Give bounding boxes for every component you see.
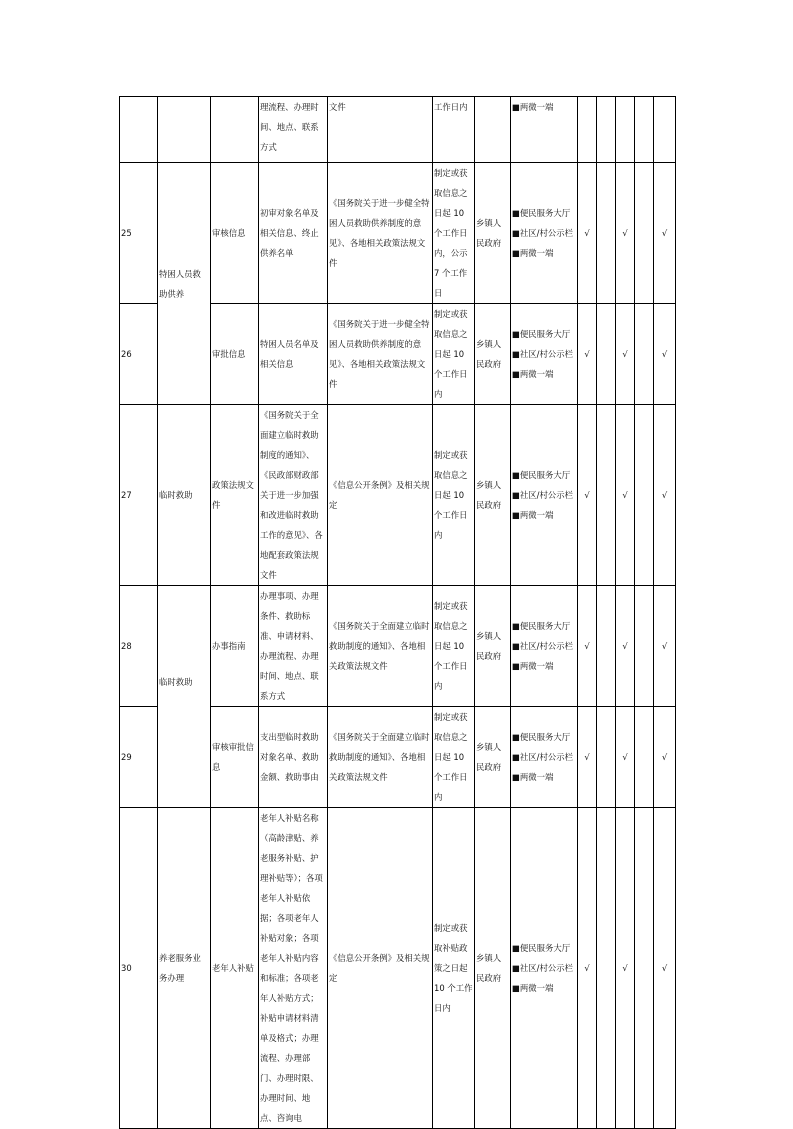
cell-time: 制定或获取信息之日起 10 个工作日内，公示 7 个工作日 bbox=[433, 163, 475, 304]
cell-check-1: √ bbox=[578, 707, 597, 808]
cell-check-4 bbox=[635, 97, 654, 163]
cell-basis: 《国务院关于全面建立临时救助制度的通知》、各地相关政策法规文件 bbox=[328, 586, 433, 707]
cell-subject: 乡镇人民政府 bbox=[475, 163, 511, 304]
cell-check-1: √ bbox=[578, 163, 597, 304]
cell-no: 25 bbox=[120, 163, 158, 304]
cell-channel: ■便民服务大厅■社区/村公示栏■两微一端 bbox=[511, 808, 578, 1129]
cell-check-2 bbox=[597, 163, 616, 304]
cell-content: 办理事项、办理条件、救助标准、申请材料、办理流程、办理时间、地点、联系方式 bbox=[259, 586, 328, 707]
cell-item: 养老服务业务办理 bbox=[158, 808, 211, 1129]
cell-no: 29 bbox=[120, 707, 158, 808]
cell-check-2 bbox=[597, 97, 616, 163]
cell-no: 28 bbox=[120, 586, 158, 707]
cell-channel: ■便民服务大厅■社区/村公示栏■两微一端 bbox=[511, 304, 578, 405]
cell-no bbox=[120, 97, 158, 163]
cell-check-5: √ bbox=[654, 304, 676, 405]
cell-channel: ■便民服务大厅■社区/村公示栏■两微一端 bbox=[511, 707, 578, 808]
cell-check-5: √ bbox=[654, 707, 676, 808]
cell-channel: ■便民服务大厅■社区/村公示栏■两微一端 bbox=[511, 163, 578, 304]
cell-basis: 《国务院关于全面建立临时救助制度的通知》、各地相关政策法规文件 bbox=[328, 707, 433, 808]
cell-time: 制定或获取信息之日起 10 个工作日内 bbox=[433, 586, 475, 707]
cell-check-3 bbox=[616, 97, 635, 163]
cell-channel: ■两微一端 bbox=[511, 97, 578, 163]
cell-channel: ■便民服务大厅■社区/村公示栏■两微一端 bbox=[511, 586, 578, 707]
cell-check-3: √ bbox=[616, 405, 635, 586]
cell-content: 《国务院关于全面建立临时救助制度的通知》、《民政部财政部关于进一步加强和改进临时救助工作的意见》、各地配套政策法规文件 bbox=[259, 405, 328, 586]
cell-check-4 bbox=[635, 405, 654, 586]
cell-sub: 审核审批信息 bbox=[211, 707, 259, 808]
cell-check-2 bbox=[597, 586, 616, 707]
cell-check-3: √ bbox=[616, 163, 635, 304]
cell-time: 制定或获取信息之日起 10 个工作日内 bbox=[433, 707, 475, 808]
cell-item bbox=[158, 97, 211, 163]
cell-check-5: √ bbox=[654, 808, 676, 1129]
table-row bbox=[120, 586, 676, 707]
cell-check-5: √ bbox=[654, 405, 676, 586]
cell-check-4 bbox=[635, 586, 654, 707]
cell-check-2 bbox=[597, 707, 616, 808]
cell-subject: 乡镇人民政府 bbox=[475, 405, 511, 586]
cell-item: 临时救助 bbox=[158, 586, 211, 808]
cell-check-3: √ bbox=[616, 707, 635, 808]
cell-subject: 乡镇人民政府 bbox=[475, 808, 511, 1129]
cell-check-5: √ bbox=[654, 586, 676, 707]
cell-basis: 《信息公开条例》及相关规定 bbox=[328, 808, 433, 1129]
cell-content: 理流程、办理时间、地点、联系方式 bbox=[259, 97, 328, 163]
cell-content: 老年人补贴名称（高龄津贴、养老服务补贴、护理补贴等）；各项老年人补贴依据；各项老年人补贴对象；各项老年人补贴内容和标准；各项老年人补贴方式；补贴申请材料清单及格式；办理流程、办理部门、办理时限、办理时间、地点、咨询电 bbox=[259, 808, 328, 1129]
cell-check-1 bbox=[578, 97, 597, 163]
cell-time: 制定或获取信息之日起 10 个工作日内 bbox=[433, 304, 475, 405]
cell-basis: 文件 bbox=[328, 97, 433, 163]
cell-check-4 bbox=[635, 707, 654, 808]
cell-basis: 《国务院关于进一步健全特困人员救助供养制度的意见》、各地相关政策法规文件 bbox=[328, 304, 433, 405]
cell-check-3: √ bbox=[616, 304, 635, 405]
cell-sub bbox=[211, 97, 259, 163]
cell-no: 30 bbox=[120, 808, 158, 1129]
cell-subject: 乡镇人民政府 bbox=[475, 707, 511, 808]
cell-check-1: √ bbox=[578, 304, 597, 405]
cell-basis: 《国务院关于进一步健全特困人员救助供养制度的意见》、各地相关政策法规文件 bbox=[328, 163, 433, 304]
cell-check-2 bbox=[597, 304, 616, 405]
cell-item: 临时救助 bbox=[158, 405, 211, 586]
cell-time: 工作日内 bbox=[433, 97, 475, 163]
cell-sub: 办事指南 bbox=[211, 586, 259, 707]
cell-check-4 bbox=[635, 304, 654, 405]
table-row bbox=[120, 97, 676, 163]
cell-channel: ■便民服务大厅■社区/村公示栏■两微一端 bbox=[511, 405, 578, 586]
cell-sub: 审核信息 bbox=[211, 163, 259, 304]
cell-subject bbox=[475, 97, 511, 163]
cell-no: 27 bbox=[120, 405, 158, 586]
cell-check-1: √ bbox=[578, 808, 597, 1129]
cell-content: 支出型临时救助对象名单、救助金额、救助事由 bbox=[259, 707, 328, 808]
cell-no: 26 bbox=[120, 304, 158, 405]
cell-sub: 老年人补贴 bbox=[211, 808, 259, 1129]
table-row bbox=[120, 808, 676, 1129]
cell-time: 制定或获取信息之日起 10 个工作日内 bbox=[433, 405, 475, 586]
cell-check-1: √ bbox=[578, 405, 597, 586]
cell-check-1: √ bbox=[578, 586, 597, 707]
cell-content: 初审对象名单及相关信息、终止供养名单 bbox=[259, 163, 328, 304]
cell-check-4 bbox=[635, 808, 654, 1129]
cell-sub: 政策法规文件 bbox=[211, 405, 259, 586]
cell-item: 特困人员救助供养 bbox=[158, 163, 211, 405]
table-row bbox=[120, 405, 676, 586]
cell-check-5 bbox=[654, 97, 676, 163]
cell-subject: 乡镇人民政府 bbox=[475, 586, 511, 707]
cell-check-5: √ bbox=[654, 163, 676, 304]
table-row bbox=[120, 163, 676, 304]
cell-check-3: √ bbox=[616, 586, 635, 707]
cell-time: 制定或获取补贴政策之日起 10 个工作日内 bbox=[433, 808, 475, 1129]
cell-basis: 《信息公开条例》及相关规定 bbox=[328, 405, 433, 586]
cell-check-4 bbox=[635, 163, 654, 304]
cell-content: 特困人员名单及相关信息 bbox=[259, 304, 328, 405]
cell-subject: 乡镇人民政府 bbox=[475, 304, 511, 405]
cell-check-2 bbox=[597, 808, 616, 1129]
cell-check-3: √ bbox=[616, 808, 635, 1129]
cell-sub: 审批信息 bbox=[211, 304, 259, 405]
cell-check-2 bbox=[597, 405, 616, 586]
disclosure-table bbox=[119, 96, 676, 1129]
